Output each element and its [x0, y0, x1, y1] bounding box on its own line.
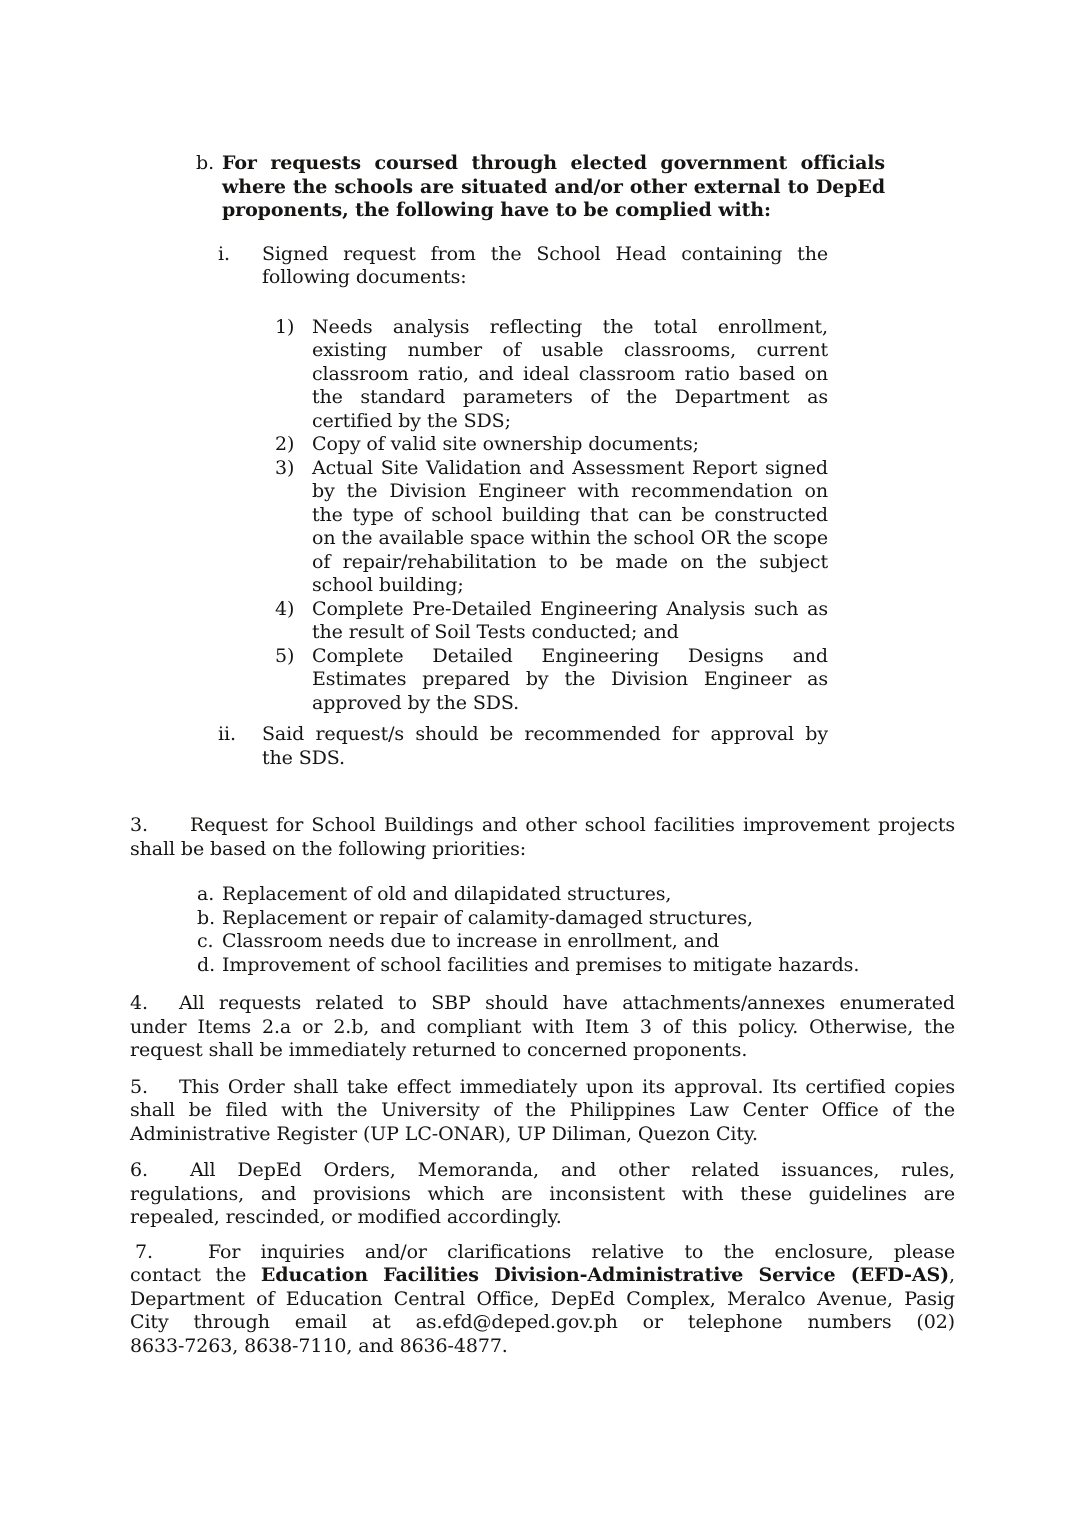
text-line: shall be based on the following priorities:	[130, 837, 527, 860]
priority-c-label: c.	[197, 930, 214, 952]
paragraph-7	[130, 1241, 955, 1359]
text-line: repealed, rescinded, or modified accordingly.	[130, 1206, 562, 1228]
item-roman-i	[130, 243, 828, 290]
priority-a-label: a.	[197, 883, 215, 905]
paragraph-first-line	[130, 1241, 955, 1265]
text-line: Needs analysis reflecting the total enrollment,	[312, 315, 828, 338]
text-line: the SDS.	[262, 746, 345, 769]
priority-d	[130, 954, 955, 978]
text-line: shall be filed with the University of the Philippines Law Center Office of the	[130, 1099, 955, 1121]
tab-spacer	[153, 1257, 208, 1258]
numbered-item-2	[130, 433, 828, 457]
text-line: Signed request from the School Head containing the	[262, 242, 828, 265]
text-line: proponents, the following have to be complied with:	[222, 199, 771, 221]
paragraph-number: 6.	[130, 1159, 148, 1181]
text-segment: ,	[949, 1264, 955, 1286]
text-line: request shall be immediately returned to concerned proponents.	[130, 1039, 748, 1061]
paragraph-4	[130, 992, 955, 1063]
text-line: Improvement of school facilities and premises to mitigate hazards.	[222, 953, 860, 976]
text-line: certified by the SDS;	[312, 409, 511, 432]
text-line: by the Division Engineer with recommendation on	[312, 480, 828, 502]
text-line: existing number of usable classrooms, current	[312, 339, 828, 361]
text-line: 8633-7263, 8638-7110, and 8636-4877.	[130, 1334, 508, 1357]
text-line: the standard parameters of the Department as	[312, 386, 828, 408]
text-line: Complete Detailed Engineering Designs and	[312, 644, 828, 667]
office-name-bold: Education Facilities Division-Administrative Service (EFD-AS)	[260, 1264, 950, 1286]
numbered-item-5-label: 5)	[275, 644, 295, 667]
priority-d-label: d.	[197, 953, 216, 976]
text-line: For requests coursed through elected government officials	[222, 152, 885, 174]
text-line: All requests related to SBP should have attachments/annexes enumerated	[178, 992, 955, 1014]
text-line	[130, 1264, 955, 1288]
text-line: the type of school building that can be constructed	[312, 503, 828, 526]
item-b	[130, 152, 885, 223]
numbered-item-1-label: 1)	[275, 315, 295, 338]
text-line: Classroom needs due to increase in enrollment, and	[222, 930, 720, 952]
text-line: For inquiries and/or clarifications relative to the enclosure, please	[207, 1240, 955, 1263]
priority-c	[130, 930, 955, 954]
document-body	[130, 152, 955, 1358]
numbered-item-4-label: 4)	[275, 597, 295, 620]
numbered-item-1	[130, 316, 828, 434]
numbered-item-4	[130, 598, 828, 645]
priority-b-label: b.	[197, 906, 216, 929]
priorities-list	[130, 883, 955, 977]
paragraph-number: 7.	[135, 1240, 153, 1263]
paragraph-first-line	[130, 992, 955, 1016]
paragraph-number: 5.	[130, 1075, 148, 1098]
numbered-item-3-label: 3)	[275, 456, 295, 479]
priority-a	[130, 883, 955, 907]
paragraph-first-line	[130, 1076, 955, 1100]
text-line: on the available space within the school OR the scope	[312, 527, 828, 549]
tab-spacer	[148, 1008, 179, 1009]
text-line: regulations, and provisions which are inconsistent with these guidelines are	[130, 1182, 955, 1205]
text-line: under Items 2.a or 2.b, and compliant with Item 3 of this policy. Otherwise, the	[130, 1015, 955, 1038]
text-line: of repair/rehabilitation to be made on the subject	[312, 550, 828, 573]
paragraph-6	[130, 1159, 955, 1230]
item-i-label: i.	[218, 242, 230, 265]
paragraph-5	[130, 1076, 955, 1147]
paragraph-number: 3.	[130, 814, 148, 836]
text-line: Said request/s should be recommended for approval by	[262, 723, 828, 745]
numbered-item-5	[130, 645, 828, 716]
text-line: Complete Pre-Detailed Engineering Analysis such as	[312, 597, 828, 620]
text-line: Estimates prepared by the Division Engineer as	[312, 668, 828, 690]
text-line: Request for School Buildings and other school facilities improvement projects	[189, 814, 955, 836]
item-b-label: b.	[196, 152, 215, 174]
text-line: Replacement of old and dilapidated structures,	[222, 883, 672, 905]
text-line: Copy of valid site ownership documents;	[312, 433, 699, 455]
text-line: City through email at as.efd@deped.gov.ph or telephone numbers (02)	[130, 1311, 955, 1333]
text-line: Department of Education Central Office, DepEd Complex, Meralco Avenue, Pasig	[130, 1287, 955, 1310]
text-line: where the schools are situated and/or other external to DepEd	[222, 175, 885, 198]
paragraph-first-line	[130, 1159, 955, 1183]
numbered-item-2-label: 2)	[275, 433, 295, 455]
text-line: the result of Soil Tests conducted; and	[312, 621, 679, 643]
paragraph-3	[130, 814, 955, 861]
item-roman-ii	[130, 723, 828, 770]
item-ii-label: ii.	[218, 723, 236, 745]
paragraph-first-line	[130, 814, 955, 838]
priority-b	[130, 907, 955, 931]
text-line: All DepEd Orders, Memoranda, and other related issuances, rules,	[189, 1159, 955, 1181]
text-line: Administrative Register (UP LC-ONAR), UP Diliman, Quezon City.	[130, 1122, 758, 1145]
paragraph-number: 4.	[130, 992, 148, 1014]
tab-spacer	[148, 1175, 190, 1176]
numbered-sublist	[130, 316, 955, 716]
tab-spacer	[148, 830, 190, 831]
text-line: following documents:	[262, 266, 467, 288]
text-line: classroom ratio, and ideal classroom ratio based on	[312, 362, 828, 385]
text-line: school building;	[312, 574, 464, 596]
tab-spacer	[148, 1092, 179, 1093]
text-line: approved by the SDS.	[312, 691, 520, 714]
text-line: This Order shall take effect immediately upon its approval. Its certified copies	[178, 1075, 955, 1098]
text-line: Actual Site Validation and Assessment Report signed	[312, 456, 828, 479]
text-segment: contact the	[130, 1264, 261, 1286]
numbered-item-3	[130, 457, 828, 598]
text-line: Replacement or repair of calamity-damaged structures,	[222, 906, 753, 929]
